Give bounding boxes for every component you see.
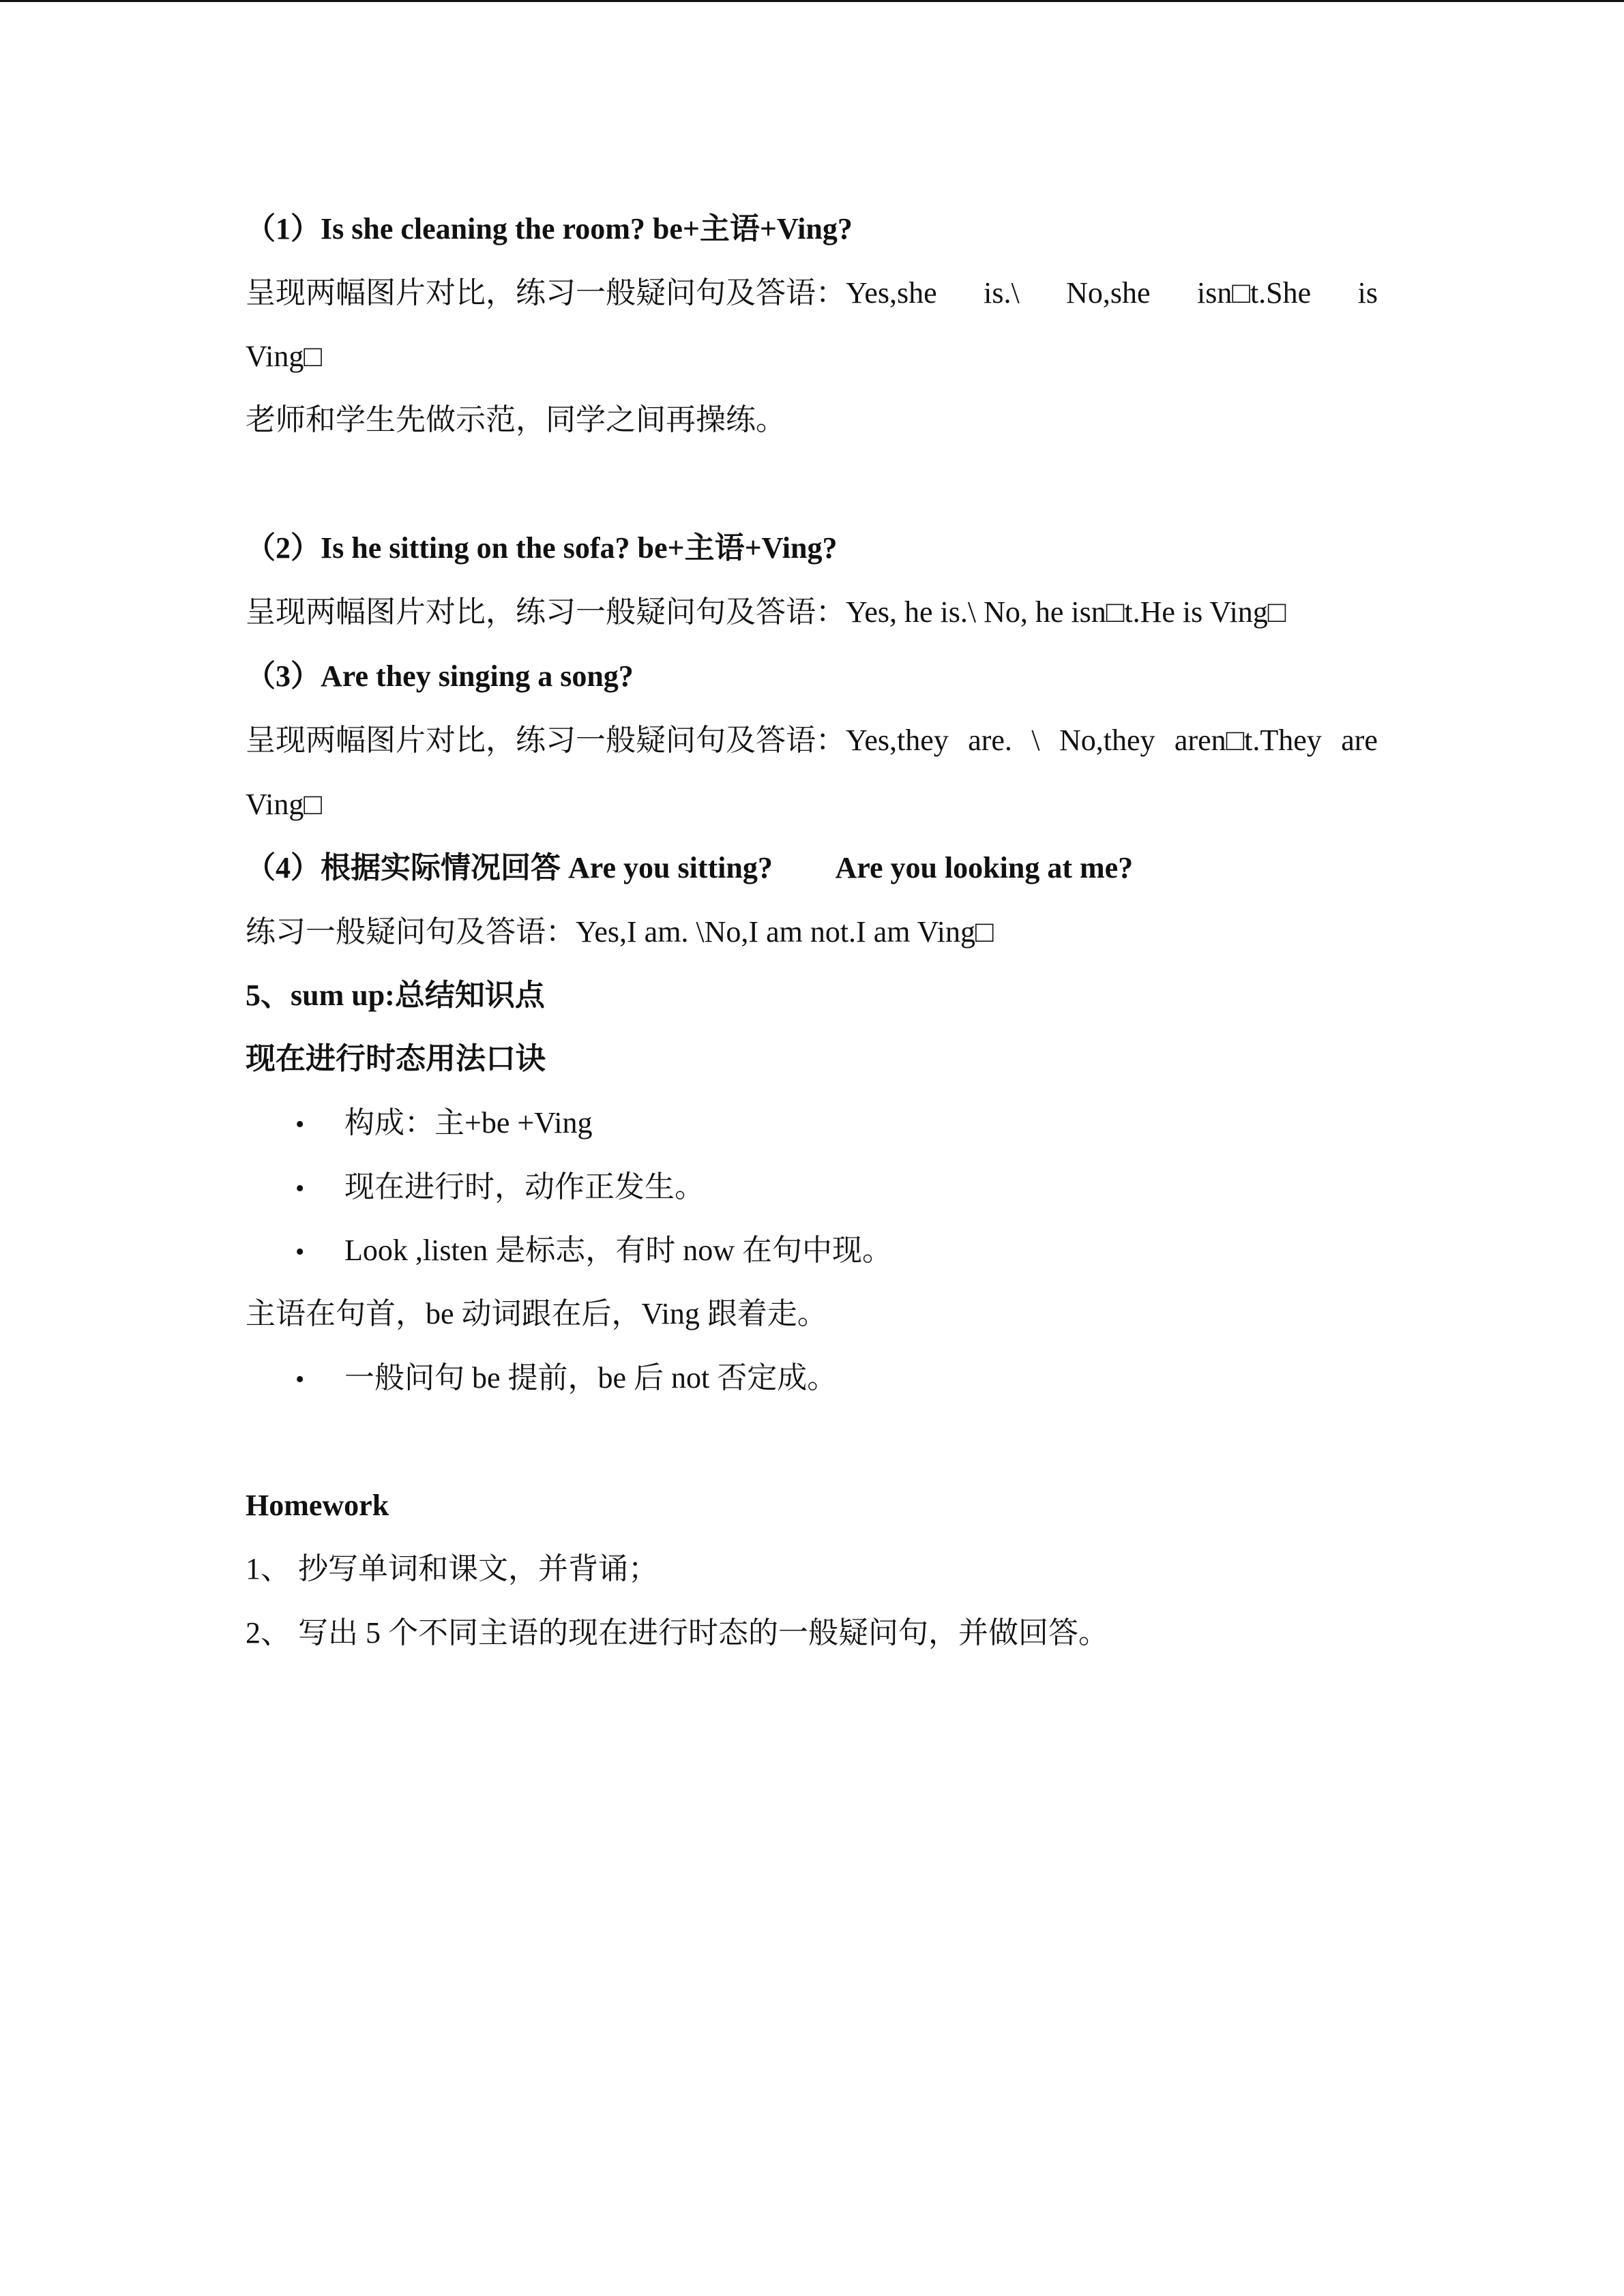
bullet-dot: •: [295, 1365, 305, 1394]
bullet-item: [295, 1232, 892, 1271]
q1-desc-word-4: isn□t.She: [1197, 276, 1312, 310]
bullet-text: 现在进行时，动作正发生。: [344, 1170, 705, 1204]
q3-desc-word-3: \: [1031, 724, 1040, 757]
q4-heading-part-2: Are you looking at me?: [835, 851, 1134, 884]
bullet-dot: •: [295, 1174, 305, 1203]
rhyme-heading: 现在进行时态用法口诀: [246, 1042, 546, 1075]
q2-heading: （2）Is he sitting on the sofa? be+主语+Ving?: [246, 531, 838, 565]
q1-desc-word-3: No,she: [1066, 276, 1151, 310]
q4-heading-part-1: （4）根据实际情况回答 Are you sitting?: [246, 851, 773, 884]
bullet-item: [295, 1104, 593, 1144]
bullet-text: 一般问句 be 提前，be 后 not 否定成。: [344, 1361, 838, 1395]
q3-heading: （3）Are they singing a song?: [246, 659, 634, 693]
q1-description: [246, 274, 1378, 312]
q1-description-continued: Ving□: [246, 340, 322, 373]
rhyme-line-plain: 主语在句首，be 动词跟在后，Ving 跟着走。: [246, 1297, 827, 1330]
homework-item: 1、 抄写单词和课文，并背诵；: [246, 1552, 658, 1585]
top-border-line: [0, 0, 1624, 2]
q3-desc-word-4: No,they: [1059, 724, 1155, 757]
bullet-dot: •: [295, 1238, 305, 1266]
q3-description: [246, 721, 1378, 760]
homework-item: 2、 写出 5 个不同主语的现在进行时态的一般疑问句，并做回答。: [246, 1616, 1108, 1650]
q4-heading: [246, 849, 1133, 887]
q3-desc-word-5: aren□t.They: [1174, 724, 1322, 757]
q3-desc-word-6: are: [1341, 724, 1378, 757]
q1-desc-prefix: 呈现两幅图片对比，练习一般疑问句及答语：Yes,she: [246, 276, 937, 310]
q1-demo-note: 老师和学生先做示范，同学之间再操练。: [246, 403, 786, 436]
q2-description: 呈现两幅图片对比，练习一般疑问句及答语：Yes, he is.\ No, he isn□t.He is Ving□: [246, 595, 1286, 629]
q3-description-continued: Ving□: [246, 788, 322, 821]
sumup-heading: 5、sum up:总结知识点: [246, 979, 545, 1012]
q4-description: 练习一般疑问句及答语：Yes,I am. \No,I am not.I am Ving□: [246, 915, 994, 949]
q3-desc-prefix: 呈现两幅图片对比，练习一般疑问句及答语：Yes,they: [246, 724, 949, 757]
bullet-item: [295, 1359, 837, 1399]
bullet-item: [295, 1168, 705, 1208]
q3-desc-word-2: are.: [968, 724, 1012, 757]
q1-desc-word-2: is.\: [984, 276, 1020, 310]
bullet-text: Look ,listen 是标志，有时 now 在句中现。: [344, 1234, 892, 1267]
q1-desc-word-5: is: [1357, 276, 1378, 310]
bullet-text: 构成：主+be +Ving: [344, 1106, 593, 1139]
homework-heading: Homework: [246, 1489, 389, 1522]
bullet-dot: •: [295, 1110, 305, 1139]
q1-heading: （1）Is she cleaning the room? be+主语+Ving?: [246, 212, 853, 245]
